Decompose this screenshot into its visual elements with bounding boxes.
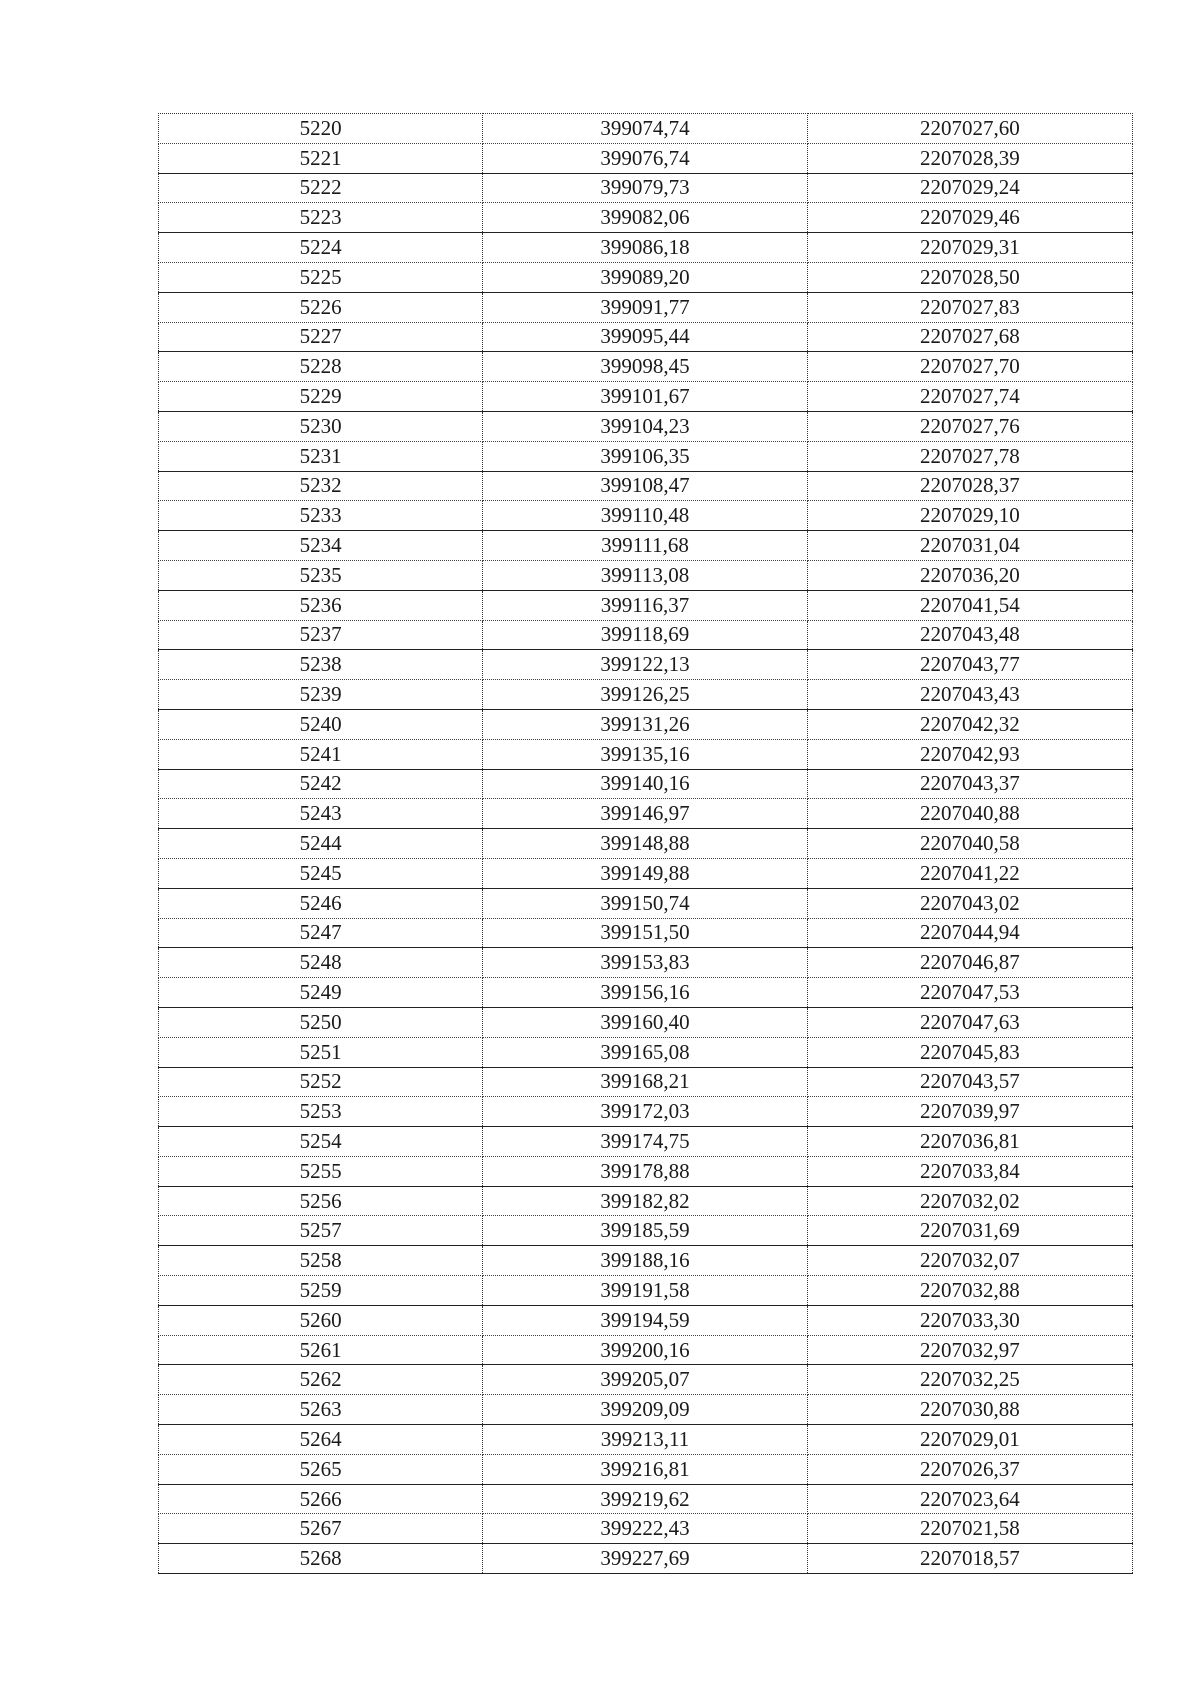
y-coordinate-cell: 2207046,87 — [807, 948, 1132, 978]
y-coordinate-cell: 2207028,37 — [807, 471, 1132, 501]
x-coordinate-cell: 399126,25 — [483, 680, 807, 710]
y-coordinate-cell: 2207045,83 — [807, 1037, 1132, 1067]
point-number-cell: 5243 — [159, 799, 483, 829]
y-coordinate-cell: 2207036,20 — [807, 560, 1132, 590]
x-coordinate-cell: 399222,43 — [483, 1514, 807, 1544]
table-row — [159, 799, 1133, 829]
x-coordinate-cell: 399165,08 — [483, 1037, 807, 1067]
point-number-cell: 5254 — [159, 1127, 483, 1157]
y-coordinate-cell: 2207027,70 — [807, 352, 1132, 382]
table-row — [159, 1514, 1133, 1544]
x-coordinate-cell: 399111,68 — [483, 531, 807, 561]
point-number-cell: 5242 — [159, 769, 483, 799]
table-row — [159, 1425, 1133, 1455]
y-coordinate-cell: 2207040,58 — [807, 829, 1132, 859]
table-row — [159, 441, 1133, 471]
point-number-cell: 5253 — [159, 1097, 483, 1127]
table-row — [159, 620, 1133, 650]
table-row — [159, 1305, 1133, 1335]
x-coordinate-cell: 399178,88 — [483, 1156, 807, 1186]
table-row — [159, 1097, 1133, 1127]
y-coordinate-cell: 2207031,69 — [807, 1216, 1132, 1246]
table-row — [159, 1156, 1133, 1186]
y-coordinate-cell: 2207033,84 — [807, 1156, 1132, 1186]
x-coordinate-cell: 399151,50 — [483, 918, 807, 948]
x-coordinate-cell: 399153,83 — [483, 948, 807, 978]
point-number-cell: 5230 — [159, 411, 483, 441]
table-row — [159, 680, 1133, 710]
point-number-cell: 5265 — [159, 1454, 483, 1484]
point-number-cell: 5266 — [159, 1484, 483, 1514]
y-coordinate-cell: 2207032,88 — [807, 1276, 1132, 1306]
point-number-cell: 5255 — [159, 1156, 483, 1186]
y-coordinate-cell: 2207047,63 — [807, 1007, 1132, 1037]
y-coordinate-cell: 2207027,83 — [807, 292, 1132, 322]
table-row — [159, 1335, 1133, 1365]
y-coordinate-cell: 2207026,37 — [807, 1454, 1132, 1484]
point-number-cell: 5260 — [159, 1305, 483, 1335]
table-row — [159, 590, 1133, 620]
x-coordinate-cell: 399118,69 — [483, 620, 807, 650]
y-coordinate-cell: 2207033,30 — [807, 1305, 1132, 1335]
y-coordinate-cell: 2207036,81 — [807, 1127, 1132, 1157]
y-coordinate-cell: 2207041,54 — [807, 590, 1132, 620]
table-row — [159, 292, 1133, 322]
y-coordinate-cell: 2207021,58 — [807, 1514, 1132, 1544]
y-coordinate-cell: 2207027,78 — [807, 441, 1132, 471]
y-coordinate-cell: 2207041,22 — [807, 858, 1132, 888]
point-number-cell: 5256 — [159, 1186, 483, 1216]
table-row — [159, 1037, 1133, 1067]
point-number-cell: 5221 — [159, 143, 483, 173]
y-coordinate-cell: 2207030,88 — [807, 1395, 1132, 1425]
table-row — [159, 1007, 1133, 1037]
point-number-cell: 5239 — [159, 680, 483, 710]
y-coordinate-cell: 2207043,77 — [807, 650, 1132, 680]
table-row — [159, 262, 1133, 292]
point-number-cell: 5234 — [159, 531, 483, 561]
x-coordinate-cell: 399086,18 — [483, 233, 807, 263]
x-coordinate-cell: 399146,97 — [483, 799, 807, 829]
table-row — [159, 471, 1133, 501]
table-row — [159, 1246, 1133, 1276]
point-number-cell: 5223 — [159, 203, 483, 233]
y-coordinate-cell: 2207044,94 — [807, 918, 1132, 948]
x-coordinate-cell: 399095,44 — [483, 322, 807, 352]
x-coordinate-cell: 399101,67 — [483, 382, 807, 412]
x-coordinate-cell: 399168,21 — [483, 1067, 807, 1097]
point-number-cell: 5238 — [159, 650, 483, 680]
point-number-cell: 5240 — [159, 709, 483, 739]
x-coordinate-cell: 399219,62 — [483, 1484, 807, 1514]
table-row — [159, 143, 1133, 173]
x-coordinate-cell: 399106,35 — [483, 441, 807, 471]
point-number-cell: 5237 — [159, 620, 483, 650]
y-coordinate-cell: 2207029,01 — [807, 1425, 1132, 1455]
table-row — [159, 650, 1133, 680]
table-row — [159, 233, 1133, 263]
y-coordinate-cell: 2207027,76 — [807, 411, 1132, 441]
y-coordinate-cell: 2207027,60 — [807, 114, 1132, 144]
point-number-cell: 5251 — [159, 1037, 483, 1067]
point-number-cell: 5232 — [159, 471, 483, 501]
x-coordinate-cell: 399074,74 — [483, 114, 807, 144]
y-coordinate-cell: 2207043,43 — [807, 680, 1132, 710]
point-number-cell: 5231 — [159, 441, 483, 471]
point-number-cell: 5252 — [159, 1067, 483, 1097]
y-coordinate-cell: 2207043,57 — [807, 1067, 1132, 1097]
y-coordinate-cell: 2207047,53 — [807, 978, 1132, 1008]
x-coordinate-cell: 399098,45 — [483, 352, 807, 382]
x-coordinate-cell: 399209,09 — [483, 1395, 807, 1425]
y-coordinate-cell: 2207018,57 — [807, 1544, 1132, 1574]
x-coordinate-cell: 399227,69 — [483, 1544, 807, 1574]
point-number-cell: 5241 — [159, 739, 483, 769]
table-row — [159, 858, 1133, 888]
point-number-cell: 5225 — [159, 262, 483, 292]
y-coordinate-cell: 2207040,88 — [807, 799, 1132, 829]
point-number-cell: 5250 — [159, 1007, 483, 1037]
point-number-cell: 5246 — [159, 888, 483, 918]
point-number-cell: 5258 — [159, 1246, 483, 1276]
table-row — [159, 531, 1133, 561]
x-coordinate-cell: 399149,88 — [483, 858, 807, 888]
point-number-cell: 5220 — [159, 114, 483, 144]
y-coordinate-cell: 2207031,04 — [807, 531, 1132, 561]
y-coordinate-cell: 2207023,64 — [807, 1484, 1132, 1514]
x-coordinate-cell: 399076,74 — [483, 143, 807, 173]
x-coordinate-cell: 399131,26 — [483, 709, 807, 739]
table-row — [159, 918, 1133, 948]
point-number-cell: 5268 — [159, 1544, 483, 1574]
x-coordinate-cell: 399150,74 — [483, 888, 807, 918]
x-coordinate-cell: 399172,03 — [483, 1097, 807, 1127]
x-coordinate-cell: 399108,47 — [483, 471, 807, 501]
coordinates-table-body — [159, 114, 1133, 1574]
table-row — [159, 1484, 1133, 1514]
x-coordinate-cell: 399200,16 — [483, 1335, 807, 1365]
y-coordinate-cell: 2207029,46 — [807, 203, 1132, 233]
point-number-cell: 5259 — [159, 1276, 483, 1306]
point-number-cell: 5229 — [159, 382, 483, 412]
x-coordinate-cell: 399140,16 — [483, 769, 807, 799]
y-coordinate-cell: 2207029,31 — [807, 233, 1132, 263]
x-coordinate-cell: 399174,75 — [483, 1127, 807, 1157]
x-coordinate-cell: 399188,16 — [483, 1246, 807, 1276]
y-coordinate-cell: 2207042,93 — [807, 739, 1132, 769]
x-coordinate-cell: 399148,88 — [483, 829, 807, 859]
coordinates-table — [158, 113, 1133, 1574]
point-number-cell: 5245 — [159, 858, 483, 888]
x-coordinate-cell: 399079,73 — [483, 173, 807, 203]
point-number-cell: 5262 — [159, 1365, 483, 1395]
x-coordinate-cell: 399135,16 — [483, 739, 807, 769]
point-number-cell: 5248 — [159, 948, 483, 978]
x-coordinate-cell: 399122,13 — [483, 650, 807, 680]
y-coordinate-cell: 2207042,32 — [807, 709, 1132, 739]
y-coordinate-cell: 2207027,68 — [807, 322, 1132, 352]
table-row — [159, 1067, 1133, 1097]
x-coordinate-cell: 399089,20 — [483, 262, 807, 292]
point-number-cell: 5233 — [159, 501, 483, 531]
table-row — [159, 1395, 1133, 1425]
x-coordinate-cell: 399191,58 — [483, 1276, 807, 1306]
y-coordinate-cell: 2207032,25 — [807, 1365, 1132, 1395]
table-row — [159, 739, 1133, 769]
point-number-cell: 5236 — [159, 590, 483, 620]
point-number-cell: 5247 — [159, 918, 483, 948]
x-coordinate-cell: 399216,81 — [483, 1454, 807, 1484]
point-number-cell: 5222 — [159, 173, 483, 203]
y-coordinate-cell: 2207029,24 — [807, 173, 1132, 203]
y-coordinate-cell: 2207032,97 — [807, 1335, 1132, 1365]
table-row — [159, 352, 1133, 382]
x-coordinate-cell: 399082,06 — [483, 203, 807, 233]
y-coordinate-cell: 2207039,97 — [807, 1097, 1132, 1127]
point-number-cell: 5228 — [159, 352, 483, 382]
y-coordinate-cell: 2207029,10 — [807, 501, 1132, 531]
y-coordinate-cell: 2207028,39 — [807, 143, 1132, 173]
table-row — [159, 978, 1133, 1008]
y-coordinate-cell: 2207032,02 — [807, 1186, 1132, 1216]
y-coordinate-cell: 2207028,50 — [807, 262, 1132, 292]
x-coordinate-cell: 399116,37 — [483, 590, 807, 620]
table-row — [159, 203, 1133, 233]
x-coordinate-cell: 399156,16 — [483, 978, 807, 1008]
x-coordinate-cell: 399205,07 — [483, 1365, 807, 1395]
point-number-cell: 5227 — [159, 322, 483, 352]
y-coordinate-cell: 2207043,02 — [807, 888, 1132, 918]
table-row — [159, 501, 1133, 531]
table-row — [159, 829, 1133, 859]
table-row — [159, 114, 1133, 144]
x-coordinate-cell: 399160,40 — [483, 1007, 807, 1037]
point-number-cell: 5257 — [159, 1216, 483, 1246]
table-row — [159, 948, 1133, 978]
y-coordinate-cell: 2207027,74 — [807, 382, 1132, 412]
x-coordinate-cell: 399113,08 — [483, 560, 807, 590]
table-row — [159, 382, 1133, 412]
x-coordinate-cell: 399182,82 — [483, 1186, 807, 1216]
x-coordinate-cell: 399194,59 — [483, 1305, 807, 1335]
x-coordinate-cell: 399104,23 — [483, 411, 807, 441]
point-number-cell: 5264 — [159, 1425, 483, 1455]
point-number-cell: 5267 — [159, 1514, 483, 1544]
point-number-cell: 5261 — [159, 1335, 483, 1365]
table-row — [159, 1365, 1133, 1395]
x-coordinate-cell: 399213,11 — [483, 1425, 807, 1455]
table-row — [159, 1127, 1133, 1157]
point-number-cell: 5263 — [159, 1395, 483, 1425]
point-number-cell: 5249 — [159, 978, 483, 1008]
table-row — [159, 888, 1133, 918]
x-coordinate-cell: 399091,77 — [483, 292, 807, 322]
table-row — [159, 1186, 1133, 1216]
point-number-cell: 5244 — [159, 829, 483, 859]
table-row — [159, 322, 1133, 352]
table-row — [159, 411, 1133, 441]
point-number-cell: 5235 — [159, 560, 483, 590]
table-row — [159, 1216, 1133, 1246]
table-row — [159, 1544, 1133, 1574]
table-row — [159, 1454, 1133, 1484]
x-coordinate-cell: 399110,48 — [483, 501, 807, 531]
table-row — [159, 769, 1133, 799]
table-row — [159, 173, 1133, 203]
y-coordinate-cell: 2207032,07 — [807, 1246, 1132, 1276]
x-coordinate-cell: 399185,59 — [483, 1216, 807, 1246]
table-row — [159, 709, 1133, 739]
table-row — [159, 560, 1133, 590]
y-coordinate-cell: 2207043,37 — [807, 769, 1132, 799]
table-row — [159, 1276, 1133, 1306]
point-number-cell: 5224 — [159, 233, 483, 263]
y-coordinate-cell: 2207043,48 — [807, 620, 1132, 650]
point-number-cell: 5226 — [159, 292, 483, 322]
